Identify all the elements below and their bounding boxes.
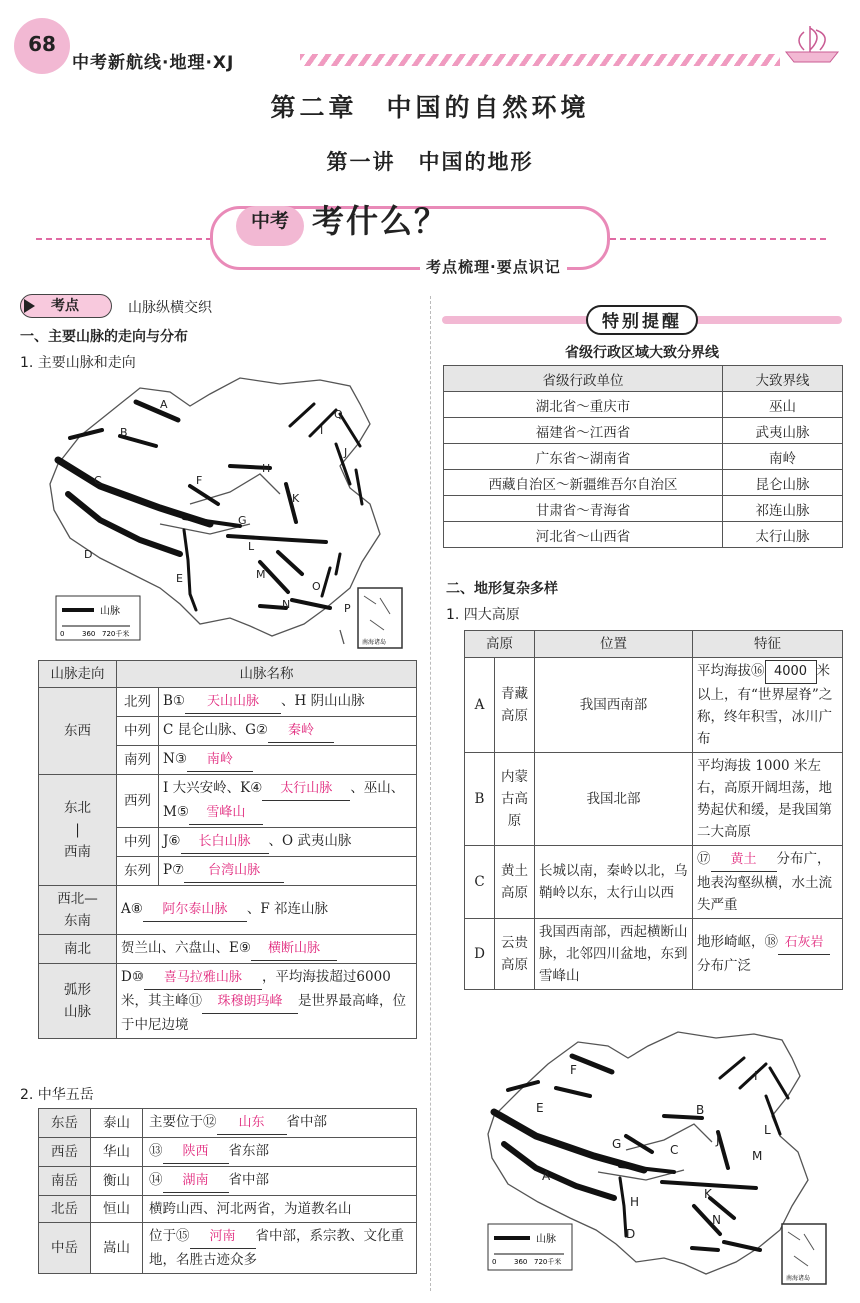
answer-blank-14: 湖南	[163, 1170, 229, 1193]
mt-row-6: P⑦ 台湾山脉	[159, 857, 417, 886]
banner-dash-right	[610, 238, 826, 240]
map2-scale-2: 720千米	[534, 1258, 562, 1266]
map1-label-h: H	[262, 462, 271, 475]
mt-row-8: 贺兰山、六盘山、E⑨ 横断山脉	[117, 935, 417, 964]
mt-sub-zhonglie: 中列	[117, 717, 159, 746]
pl-feature: 平均海拔 1000 米左右，高原开阔坦荡，地势起伏和缓，是我国第二大高原	[693, 753, 843, 846]
answer-blank-18: 石灰岩	[778, 932, 830, 955]
map1-inset	[358, 588, 402, 648]
bt-line: 昆仑山脉	[723, 470, 843, 496]
pl-name: 青藏高原	[495, 658, 535, 753]
bt-unit: 河北省～山西省	[444, 522, 723, 548]
answer-blank-7: 台湾山脉	[184, 860, 284, 883]
map2-legend-name: 山脉	[536, 1234, 556, 1245]
table-row	[444, 496, 843, 522]
page-number: 68	[28, 32, 56, 56]
mt-group-dongxi: 东西	[39, 688, 117, 775]
wuyue-row	[39, 1196, 417, 1223]
mt-group-nanbei: 南北	[39, 935, 117, 964]
map1-scale-1: 360	[82, 630, 96, 638]
plateau-row-c	[465, 846, 843, 919]
pl-name: 云贵高原	[495, 919, 535, 990]
bt-unit: 西藏自治区～新疆维吾尔自治区	[444, 470, 723, 496]
chapter-title: 第二章 中国的自然环境	[270, 93, 590, 122]
map2-label-d: D	[626, 1227, 636, 1241]
pl-letter: B	[465, 753, 495, 846]
wuyue-yue: 北岳	[39, 1196, 91, 1223]
map1-label-a: A	[160, 398, 168, 411]
kaodian-topic: 山脉纵横交织	[128, 300, 212, 316]
map1-label-d: D	[84, 548, 93, 561]
pl-header-feature: 特征	[693, 631, 843, 658]
header-stripes	[300, 54, 780, 66]
range-a	[136, 402, 178, 420]
pl-letter: A	[465, 658, 495, 753]
map1-label-o: O	[312, 580, 321, 593]
mt-sub-beilie: 北列	[117, 688, 159, 717]
map1-scale-0: 0	[60, 630, 65, 638]
mt-group-xbdn: 西北— 东南	[39, 886, 117, 935]
answer-blank-12: 山东	[217, 1112, 287, 1135]
answer-blank-13: 陕西	[163, 1141, 229, 1164]
plateau-row-b	[465, 753, 843, 846]
wuyue-title: 2. 中华五岳	[20, 1087, 94, 1103]
bt-line: 巫山	[723, 392, 843, 418]
answer-blank-11: 珠穆朗玛峰	[202, 991, 298, 1014]
map2-label-m: M	[752, 1149, 763, 1163]
pl-header-position: 位置	[535, 631, 693, 658]
map1-label-c: C	[94, 474, 102, 487]
map2-label-k: K	[704, 1187, 712, 1201]
pl-position: 我国西南部，西起横断山脉，北邻四川盆地，东到雪峰山	[535, 919, 693, 990]
wuyue-desc: 主要位于⑫ 山东 省中部	[143, 1109, 417, 1138]
map2-scale-1: 360	[514, 1258, 528, 1266]
map2-label-a: A	[542, 1169, 551, 1183]
bt-line: 祁连山脉	[723, 496, 843, 522]
section2-title: 二、地形复杂多样	[446, 581, 558, 597]
answer-blank-4: 太行山脉	[262, 778, 350, 801]
mt-header-name: 山脉名称	[117, 661, 417, 688]
banner-pill: 中考	[236, 206, 304, 246]
tip-title: 特别提醒	[586, 305, 698, 335]
map1-label-j: J	[344, 446, 348, 459]
map2-label-g: G	[612, 1137, 622, 1151]
wuyue-row	[39, 1138, 417, 1167]
answer-blank-9: 横断山脉	[251, 938, 337, 961]
map2-label-n: N	[712, 1213, 721, 1227]
map2-label-c: C	[670, 1143, 679, 1157]
map2-scale-0: 0	[492, 1258, 497, 1266]
mt-sub-xilie: 西列	[117, 775, 159, 828]
bt-header-unit: 省级行政单位	[444, 366, 723, 392]
section1-title: 一、主要山脉的走向与分布	[20, 329, 188, 345]
boundary-table	[443, 365, 843, 548]
answer-blank-17: 黄土	[711, 849, 777, 872]
mt-row-3: N③ 南岭	[159, 746, 417, 775]
map1-label-g: G	[238, 514, 247, 527]
answer-blank-3: 南岭	[187, 749, 253, 772]
lesson-title: 第一讲 中国的地形	[326, 149, 534, 174]
mt-sub-donglie: 东列	[117, 857, 159, 886]
mt-row-1: B① 天山山脉 、H 阴山山脉	[159, 688, 417, 717]
wuyue-yue: 东岳	[39, 1109, 91, 1138]
map1-label-m: M	[256, 568, 266, 581]
map1-label-f: F	[196, 474, 203, 487]
answer-blank-6: 长白山脉	[181, 831, 269, 854]
plateau-table	[464, 630, 843, 990]
table-row	[444, 522, 843, 548]
table-row	[444, 418, 843, 444]
wuyue-table	[38, 1108, 417, 1274]
pl-name: 内蒙古高原	[495, 753, 535, 846]
wuyue-desc: 位于⑮ 河南 省中部，系宗教、文化重地，名胜古迹众多	[143, 1223, 417, 1274]
map2-legend	[488, 1224, 572, 1270]
bt-unit: 湖北省～重庆市	[444, 392, 723, 418]
pl-feature: 平均海拔⑯ 4000 米以上，有“世界屋脊”之称，终年积雪，冰川广布	[693, 658, 843, 753]
map2-label-b: B	[696, 1103, 705, 1117]
map1-legend	[56, 596, 140, 640]
map2-label-h: H	[630, 1195, 640, 1209]
mt-sub-nanlie: 南列	[117, 746, 159, 775]
map1-scale-2: 720千米	[102, 630, 130, 638]
bt-line: 南岭	[723, 444, 843, 470]
kaodian-badge: 考点	[20, 294, 112, 318]
mountain-table	[38, 660, 417, 1039]
book-title: 中考新航线·地理·XJ	[72, 53, 235, 73]
wuyue-mountain: 恒山	[91, 1196, 143, 1223]
map2-label-j: J	[716, 1133, 720, 1147]
wuyue-row	[39, 1167, 417, 1196]
map1-label-k: K	[292, 492, 300, 505]
mt-row-4: I 大兴安岭、K④ 太行山脉 、巫山、M⑤ 雪峰山	[159, 775, 417, 828]
wuyue-row	[39, 1109, 417, 1138]
mt-group-huxing: 弧形 山脉	[39, 964, 117, 1039]
column-divider	[430, 296, 431, 1291]
answer-blank-1: 天山山脉	[185, 691, 281, 714]
map2-label-i: I	[754, 1069, 758, 1083]
answer-blank-16: 4000	[765, 660, 817, 684]
bt-header-line: 大致界线	[723, 366, 843, 392]
wuyue-row	[39, 1223, 417, 1274]
wuyue-mountain: 嵩山	[91, 1223, 143, 1274]
section1-subtitle: 1. 主要山脉和走向	[20, 355, 136, 371]
map1-inset-label: 南海诸岛	[362, 639, 387, 646]
pl-position: 长城以南，秦岭以北，乌鞘岭以东，太行山以西	[535, 846, 693, 919]
answer-blank-2: 秦岭	[268, 720, 334, 743]
answer-blank-15: 河南	[190, 1226, 256, 1249]
banner-subtitle: 考点梳理·要点识记	[420, 256, 567, 277]
wuyue-desc: ⑬ 陕西 省东部	[143, 1138, 417, 1167]
pl-feature: ⑰ 黄土 分布广，地表沟壑纵横，水土流失严重	[693, 846, 843, 919]
map2-inset-label: 南海诸岛	[786, 1275, 811, 1282]
mt-group-dbxn: 东北 | 西南	[39, 775, 117, 886]
map1-legend-name: 山脉	[100, 606, 120, 617]
bt-line: 太行山脉	[723, 522, 843, 548]
pl-position: 我国北部	[535, 753, 693, 846]
wuyue-yue: 中岳	[39, 1223, 91, 1274]
map2-inset	[782, 1224, 826, 1284]
bt-unit: 甘肃省～青海省	[444, 496, 723, 522]
map1-label-e: E	[176, 572, 183, 585]
pl-name: 黄土高原	[495, 846, 535, 919]
banner-dash-left	[36, 238, 210, 240]
map1-label-b: B	[120, 426, 128, 439]
map1-label-i: I	[320, 424, 324, 437]
answer-blank-8: 阿尔泰山脉	[143, 899, 247, 922]
banner-heading: 考什么？	[312, 202, 449, 240]
bt-unit: 福建省～江西省	[444, 418, 723, 444]
section2-subtitle: 1. 四大高原	[446, 607, 520, 623]
wuyue-yue: 西岳	[39, 1138, 91, 1167]
table-row	[444, 392, 843, 418]
pl-position: 我国西南部	[535, 658, 693, 753]
mt-sub-zhonglie-2: 中列	[117, 828, 159, 857]
map2-label-e: E	[536, 1101, 544, 1115]
pl-letter: C	[465, 846, 495, 919]
china-plateaus-map	[480, 1030, 840, 1292]
plateau-row-a	[465, 658, 843, 753]
map1-label-l: L	[248, 540, 255, 553]
answer-blank-10: 喜马拉雅山脉	[144, 967, 262, 990]
answer-blank-5: 雪峰山	[189, 802, 263, 825]
pl-feature: 地形崎岖，⑱ 石灰岩分布广泛	[693, 919, 843, 990]
bt-line: 武夷山脉	[723, 418, 843, 444]
mt-row-7: A⑧ 阿尔泰山脉 、F 祁连山脉	[117, 886, 417, 935]
map2-label-f: F	[570, 1063, 577, 1077]
map1-label-q: Q	[334, 408, 343, 421]
china-mountains-map	[40, 374, 412, 654]
wuyue-mountain: 华山	[91, 1138, 143, 1167]
mt-row-5: J⑥ 长白山脉 、O 武夷山脉	[159, 828, 417, 857]
pl-letter: D	[465, 919, 495, 990]
map1-label-n: N	[282, 598, 291, 611]
mt-row-2: C 昆仑山脉、G② 秦岭	[159, 717, 417, 746]
wuyue-yue: 南岳	[39, 1167, 91, 1196]
mt-row-9: D⑩ 喜马拉雅山脉 ，平均海拔超过6000 米，其主峰⑪ 珠穆朗玛峰 是世界最高峰，位于中尼边境	[117, 964, 417, 1039]
plateau-row-d	[465, 919, 843, 990]
play-triangle-icon	[24, 299, 35, 313]
wuyue-desc: ⑭ 湖南 省中部	[143, 1167, 417, 1196]
table-row	[444, 470, 843, 496]
mt-header-direction: 山脉走向	[39, 661, 117, 688]
wuyue-mountain: 衡山	[91, 1167, 143, 1196]
table-row	[444, 444, 843, 470]
map2-label-l: L	[764, 1123, 771, 1137]
wuyue-desc: 横跨山西、河北两省，为道教名山	[143, 1196, 417, 1223]
bt-unit: 广东省～湖南省	[444, 444, 723, 470]
wuyue-mountain: 泰山	[91, 1109, 143, 1138]
sailboat-icon	[780, 22, 844, 66]
map1-label-p: P	[344, 602, 351, 615]
boundary-caption: 省级行政区域大致分界线	[565, 345, 719, 361]
pl-header-plateau: 高原	[465, 631, 535, 658]
